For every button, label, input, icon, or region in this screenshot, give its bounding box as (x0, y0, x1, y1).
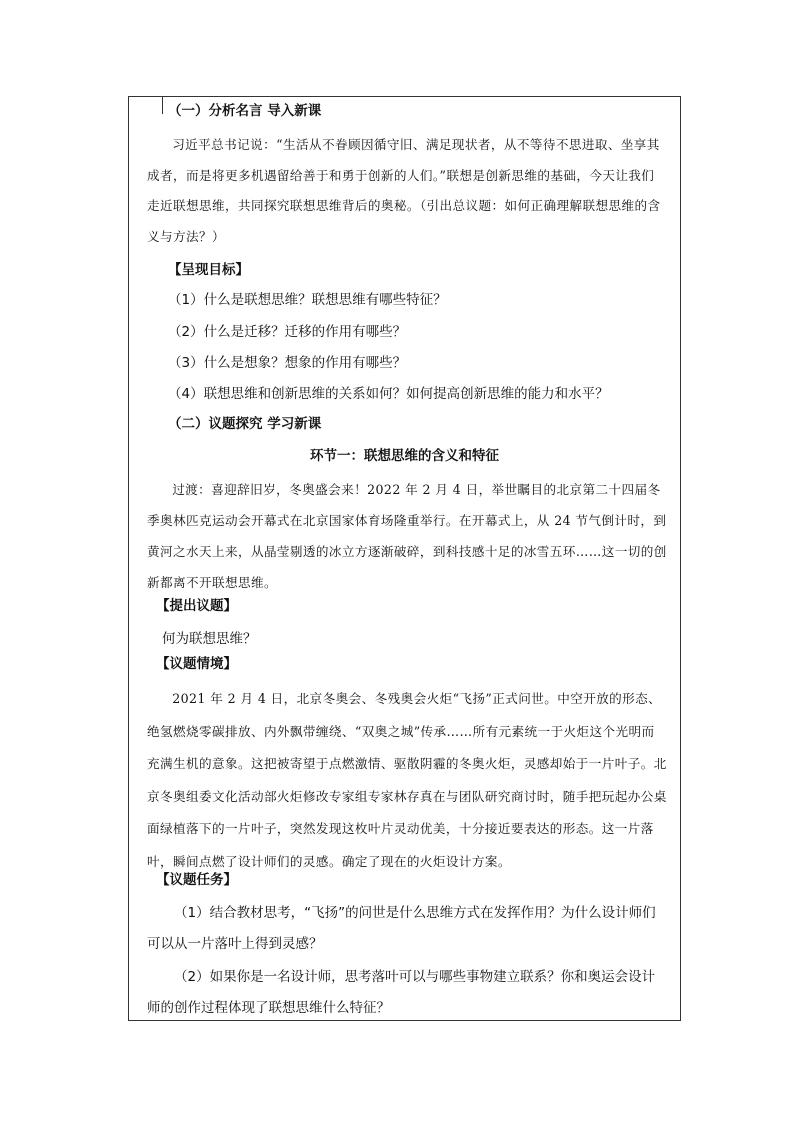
situation-heading: 【议题情境】 (156, 656, 237, 672)
goals-heading: 【呈现目标】 (168, 262, 249, 278)
topic-heading: 【提出议题】 (156, 598, 237, 614)
topic-question: 何为联想思维？ (162, 631, 257, 647)
goal-item-1: （1）什么是联想思维？联想思维有哪些特征？ (168, 292, 447, 308)
section2-subheading: 环节一：联想思维的含义和特征 (310, 448, 499, 464)
transition-paragraph: 过渡：喜迎辞旧岁，冬奥盛会来！2022 年 2 月 4 日，举世瞩目的北京第二十四届冬季奥林匹克运动会开幕式在北京国家体育场隆重举行。在开幕式上，从 24 节气倒计时，到黄河之水天上来，从晶莹剔透的冰立方逐渐破碎，到科技感十足的冰雪五环……这一切的创新都离不开联想思维。 (147, 482, 667, 590)
goal-item-3: （3）什么是想象？想象的作用有哪些？ (168, 355, 407, 371)
situation-paragraph: 2021 年 2 月 4 日，北京冬奥会、冬残奥会火炬“飞扬”正式问世。中空开放的形态、绝氢燃烧零碳排放、内外飘带缠绕、“双奥之城”传承……所有元素统一于火炬这个光明而充满生机的意象。这把被寄望于点燃激情、驱散阴霾的冬奥火炬，灵感却始于一片叶子。北京冬奥组委文化活动部火炬修改专家组专家林存真在与团队研究商讨时，随手把玩起办公桌面绿植落下的一片叶子，突然发现这枚叶片灵动优美，十分接近要表达的形态。这一片落叶，瞬间点燃了设计师们的灵感。确定了现在的火炬设计方案。 (147, 691, 667, 869)
section2-heading: （二）议题探究 学习新课 (168, 416, 322, 432)
quote-paragraph: 习近平总书记说：“生活从不眷顾因循守旧、满足现状者，从不等待不思进取、坐享其成者，而是将更多机遇留给善于和勇于创新的人们。”联想是创新思维的基础，今天让我们走近联想思维，共同探究联想思维背后的奥秘。（引出总议题：如何正确理解联想思维的含义与方法？） (147, 137, 661, 244)
task-item-2: （2）如果你是一名设计师，思考落叶可以与哪些事物建立联系？你和奥运会设计师的创作过程体现了联想思维什么特征？ (147, 969, 656, 1016)
table-column-divider (162, 96, 163, 114)
task-item-1: （1）结合教材思考，“飞扬”的问世是什么思维方式在发挥作用？为什么设计师们可以从一片落叶上得到灵感？ (147, 905, 656, 952)
goal-item-4: （4）联想思维和创新思维的关系如何？如何提高创新思维的能力和水平？ (168, 386, 609, 402)
tasks-heading: 【议题任务】 (156, 872, 237, 888)
goal-item-2: （2）什么是迁移？迁移的作用有哪些？ (168, 324, 407, 340)
section1-heading: （一）分析名言 导入新课 (168, 103, 322, 119)
